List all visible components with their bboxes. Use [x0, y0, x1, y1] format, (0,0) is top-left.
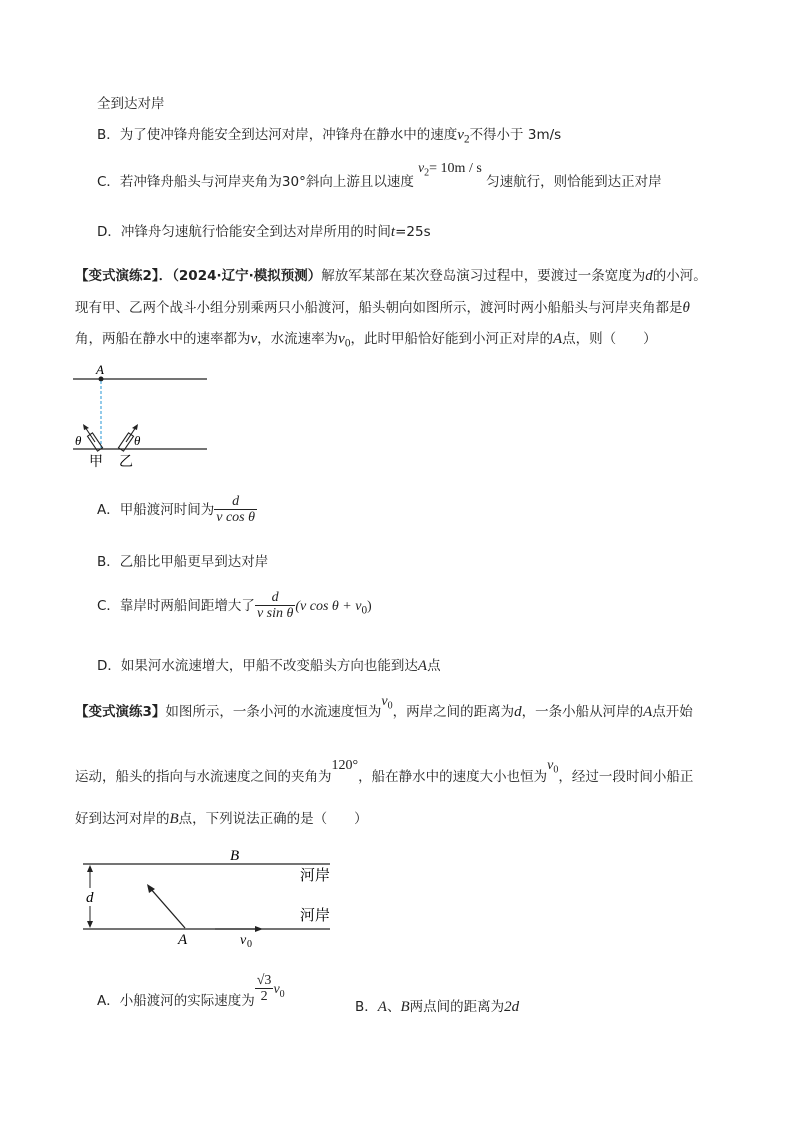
q2-label-jia: 甲: [89, 455, 103, 470]
q2-option-c[interactable]: C．靠岸时两船间距增大了 $\frac{d}{\text{v sin θ}}$ (v $\cos \theta + v_0$): [97, 590, 372, 622]
q2-theta-jia: θ: [75, 433, 82, 448]
q3-stem-line3: 好到达河对岸的B点，下列说法正确的是（ ）: [75, 811, 368, 827]
q2-option-a-fraction: $\frac{d}{\text{v cos θ}}$: [216, 494, 256, 526]
q2-tag: 【变式演练2】: [75, 268, 159, 284]
q1-option-b[interactable]: B．为了使冲锋舟能安全到达河对岸，冲锋舟在静水中的速度$v_2$不得小于 3m/s: [97, 127, 562, 146]
q3-option-b[interactable]: B．A、B两点间的距离为2d: [355, 999, 520, 1015]
q2-stem-line2: 现有甲、乙两个战斗小组分别乘两只小船渡河，船头朝向如图所示，渡河时两小船船头与河岸夹角都是θ: [75, 300, 690, 316]
q2-option-c-fraction: $\frac{d}{\text{v sin θ}}$: [256, 590, 294, 622]
q2-option-b[interactable]: B．乙船比甲船更早到达对岸: [97, 554, 269, 570]
q3-stem-line1: 【变式演练3】如图所示，一条小河的水流速度恒为$v_0$，两岸之间的距离为d，一条小船从河岸的A点开始: [75, 694, 693, 720]
q2-boat-jia: [83, 424, 103, 451]
q2-theta-yi: θ: [134, 433, 141, 448]
q3-option-a[interactable]: A．小船渡河的实际速度为 $\frac{√3}{2}$ $v_0$: [97, 973, 285, 1009]
q1-option-d[interactable]: D．冲锋舟匀速航行恰能安全到达对岸所用的时间t=25s: [97, 224, 431, 240]
q3-boat-heading: [150, 888, 185, 928]
q2-river-figure: [70, 360, 220, 470]
q3-bank-label-bottom: 河岸: [300, 908, 331, 924]
q2-option-a[interactable]: A．甲船渡河时间为 $\frac{d}{\text{v cos θ}}$: [97, 494, 256, 526]
q3-label-v0: v: [240, 933, 247, 948]
q2-label-a: A: [96, 362, 104, 377]
q3-option-a-fraction: $\frac{√3}{2}$: [256, 973, 272, 1005]
q3-stem-line2: 运动，船头的指向与水流速度之间的夹角为120°，船在静水中的速度大小也恒为$v_0$，经过一段时间小船正: [75, 758, 694, 785]
q3-label-b: B: [230, 848, 240, 864]
q3-label-a: A: [178, 932, 188, 948]
q3-river-figure: [75, 840, 355, 950]
q3-tag: 【变式演练3】: [75, 704, 166, 720]
q2-stem-line1: 【变式演练2】．（2024·辽宁·模拟预测）解放军某部在某次登岛演习过程中，要渡过一条宽度为d的小河。: [75, 268, 707, 284]
q2-option-d[interactable]: D．如果河水流速增大，甲船不改变船头方向也能到达A点: [97, 658, 441, 674]
q1-continuation: 全到达对岸: [97, 96, 165, 112]
q3-label-d: d: [86, 890, 94, 906]
q2-stem-line3: 角，两船在静水中的速率都为v，水流速率为$v_0$，此时甲船恰好能到小河正对岸的A点，则（ ）: [75, 331, 657, 350]
q2-source: ．（2024·辽宁·模拟预测）: [158, 268, 322, 284]
q2-point-a: [99, 377, 104, 382]
q2-label-yi: 乙: [119, 455, 133, 470]
q1-option-c[interactable]: C．若冲锋舟船头与河岸夹角为30°斜向上游且以速度 $v_2= 10m / s$ 匀速航行，则恰能到达正对岸: [97, 160, 662, 190]
q3-bank-label-top: 河岸: [300, 868, 331, 884]
svg-text:0: 0: [247, 939, 252, 950]
